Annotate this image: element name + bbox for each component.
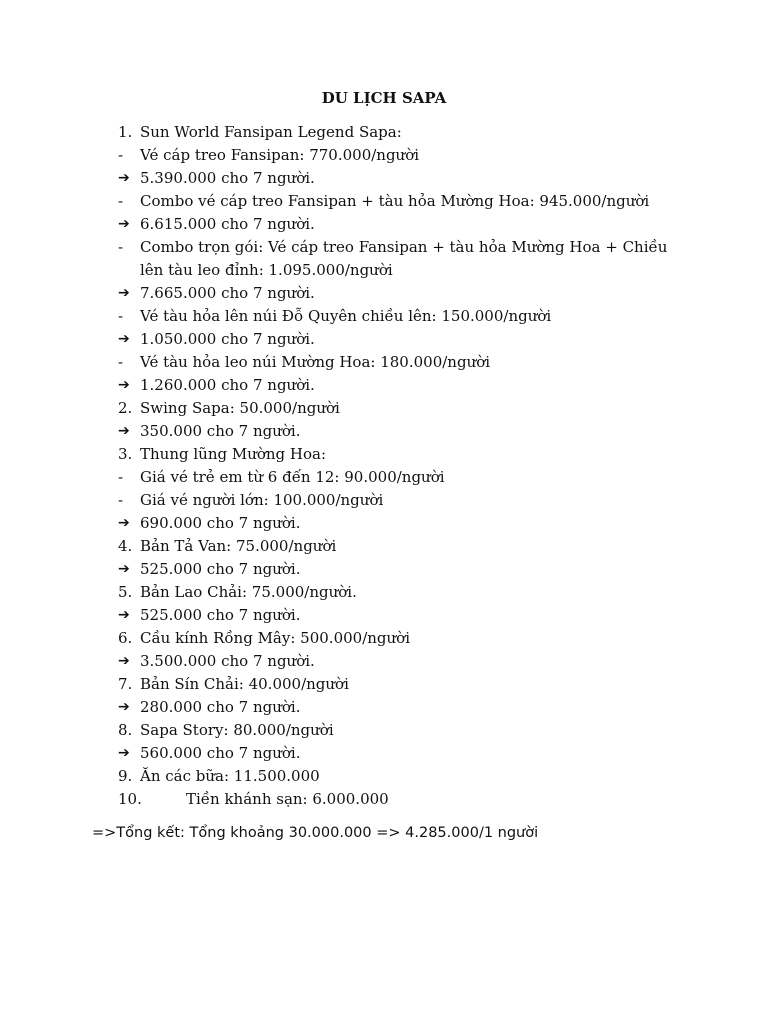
list-item — [0, 559, 768, 582]
list-item-text: Bản Tả Van: 75.000/người — [140, 537, 337, 555]
list-item-text: 5.390.000 cho 7 người. — [140, 169, 315, 187]
list-item — [0, 237, 768, 260]
list-item — [0, 766, 768, 789]
list-marker: 8. — [118, 721, 133, 739]
list-item-text: Thung lũng Mường Hoa: — [140, 445, 327, 463]
list-item — [0, 122, 768, 145]
list-item-text: Vé tàu hỏa lên núi Đỗ Quyên chiều lên: 150.000/người — [140, 307, 552, 325]
list-marker: 5. — [118, 583, 133, 601]
arrow-right-icon: ➔ — [118, 699, 130, 715]
list-item — [0, 421, 768, 444]
list-item-text: 6.615.000 cho 7 người. — [140, 215, 315, 233]
arrow-right-icon: ➔ — [118, 607, 130, 623]
list-item-text: Sapa Story: 80.000/người — [140, 721, 334, 739]
list-item — [0, 398, 768, 421]
list-item-text: 525.000 cho 7 người. — [140, 606, 301, 624]
itinerary-list — [0, 122, 768, 812]
list-marker: - — [118, 146, 124, 164]
list-item — [0, 191, 768, 214]
arrow-right-icon: ➔ — [118, 561, 130, 577]
list-item-text: Swing Sapa: 50.000/người — [140, 399, 340, 417]
arrow-right-icon: ➔ — [118, 285, 130, 301]
list-item — [0, 375, 768, 398]
list-marker: 7. — [118, 675, 133, 693]
list-item-text: Bản Sín Chải: 40.000/người — [140, 675, 349, 693]
list-item — [0, 697, 768, 720]
list-item — [0, 674, 768, 697]
list-marker: - — [118, 307, 124, 325]
arrow-right-icon: ➔ — [118, 423, 130, 439]
list-item — [0, 444, 768, 467]
list-item-text: 525.000 cho 7 người. — [140, 560, 301, 578]
list-item-text: 690.000 cho 7 người. — [140, 514, 301, 532]
list-item-text: 350.000 cho 7 người. — [140, 422, 301, 440]
list-item-text: 7.665.000 cho 7 người. — [140, 284, 315, 302]
document-title: DU LỊCH SAPA — [321, 89, 447, 107]
list-item-text: Tiền khánh sạn: 6.000.000 — [186, 790, 389, 808]
list-item — [0, 329, 768, 352]
arrow-right-icon: ➔ — [118, 653, 130, 669]
list-item-text: 280.000 cho 7 người. — [140, 698, 301, 716]
list-item-text: 1.260.000 cho 7 người. — [140, 376, 315, 394]
list-item — [0, 214, 768, 237]
list-item-text: Ăn các bữa: 11.500.000 — [140, 767, 320, 785]
list-marker: 9. — [118, 767, 133, 785]
list-marker: 3. — [118, 445, 133, 463]
list-item — [0, 490, 768, 513]
arrow-right-icon: ➔ — [118, 331, 130, 347]
list-item — [0, 260, 768, 283]
list-item-text: Combo vé cáp treo Fansipan + tàu hỏa Mường Hoa: 945.000/người — [140, 192, 650, 210]
list-item-text: Vé tàu hỏa leo núi Mường Hoa: 180.000/người — [140, 353, 491, 371]
arrow-right-icon: ➔ — [118, 216, 130, 232]
list-item — [0, 651, 768, 674]
list-item-text: lên tàu leo đỉnh: 1.095.000/người — [140, 261, 393, 279]
list-item-text: Giá vé người lớn: 100.000/người — [140, 491, 384, 509]
list-item — [0, 605, 768, 628]
list-marker: 10. — [118, 790, 142, 808]
list-item — [0, 352, 768, 375]
list-item — [0, 743, 768, 766]
list-item — [0, 513, 768, 536]
summary-line: =>Tổng kết: Tổng khoảng 30.000.000 => 4.285.000/1 người — [92, 825, 539, 841]
arrow-right-icon: ➔ — [118, 170, 130, 186]
list-item-text: Vé cáp treo Fansipan: 770.000/người — [140, 146, 420, 164]
list-marker: - — [118, 468, 124, 486]
list-item — [0, 536, 768, 559]
list-item — [0, 168, 768, 191]
arrow-right-icon: ➔ — [118, 515, 130, 531]
list-marker: 1. — [118, 123, 133, 141]
list-marker: - — [118, 238, 124, 256]
list-item-text: 3.500.000 cho 7 người. — [140, 652, 315, 670]
list-marker: 4. — [118, 537, 133, 555]
list-marker: - — [118, 192, 124, 210]
list-item — [0, 145, 768, 168]
list-item-text: 1.050.000 cho 7 người. — [140, 330, 315, 348]
list-item-text: Bản Lao Chải: 75.000/người. — [140, 583, 357, 601]
list-item-text: Cầu kính Rồng Mây: 500.000/người — [140, 629, 411, 647]
list-marker: - — [118, 353, 124, 371]
list-marker: 2. — [118, 399, 133, 417]
arrow-right-icon: ➔ — [118, 745, 130, 761]
list-item — [0, 628, 768, 651]
list-marker: - — [118, 491, 124, 509]
list-marker: 6. — [118, 629, 133, 647]
list-item-text: Sun World Fansipan Legend Sapa: — [140, 123, 402, 141]
list-item — [0, 306, 768, 329]
arrow-right-icon: ➔ — [118, 377, 130, 393]
list-item — [0, 720, 768, 743]
list-item — [0, 467, 768, 490]
list-item — [0, 789, 768, 812]
list-item-text: Combo trọn gói: Vé cáp treo Fansipan + tàu hỏa Mường Hoa + Chiều — [140, 238, 668, 256]
list-item-text: 560.000 cho 7 người. — [140, 744, 301, 762]
list-item — [0, 582, 768, 605]
list-item-text: Giá vé trẻ em từ 6 đến 12: 90.000/người — [140, 468, 445, 486]
list-item — [0, 283, 768, 306]
